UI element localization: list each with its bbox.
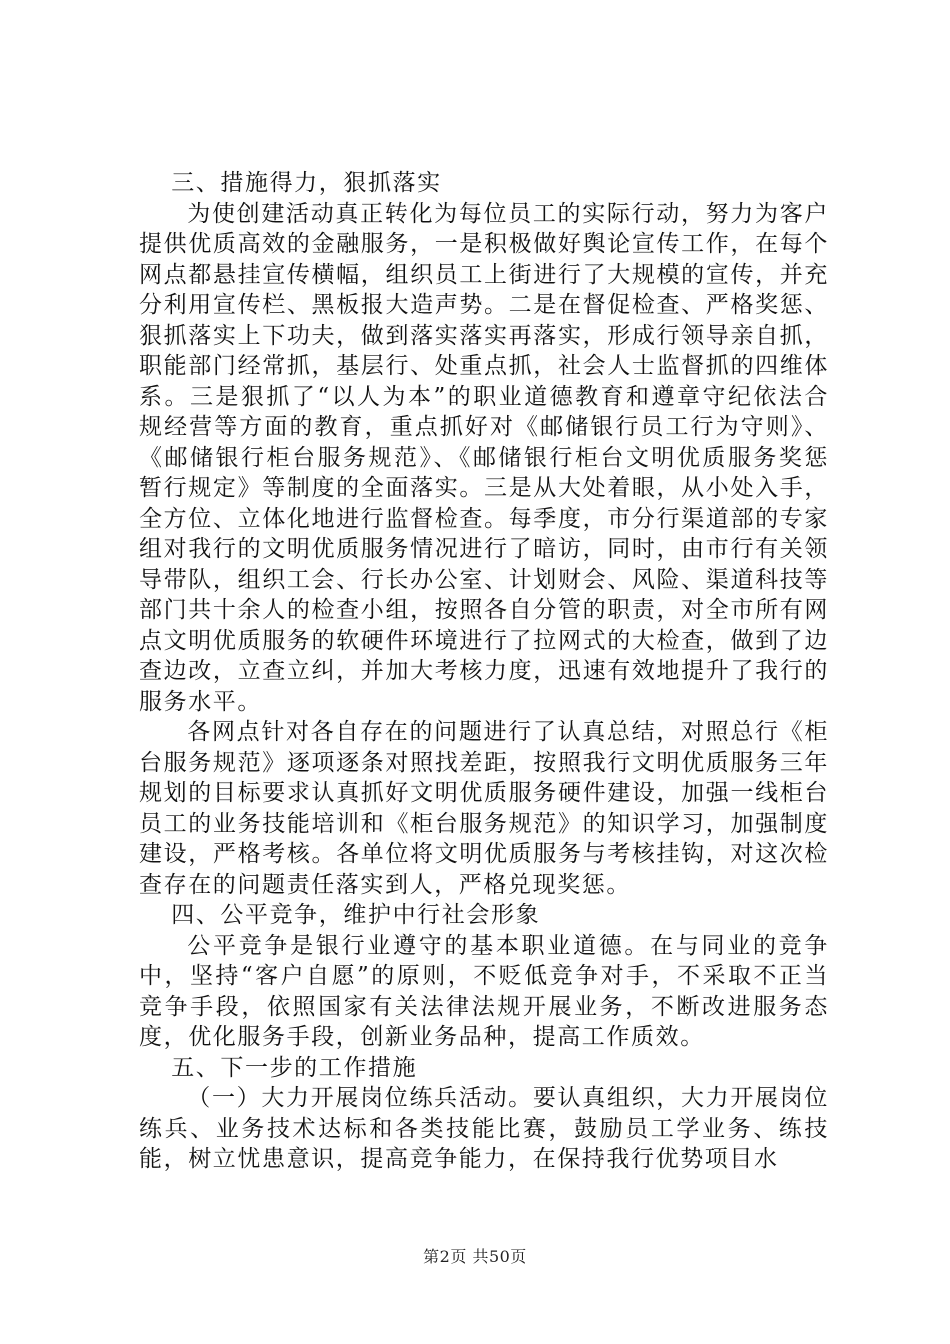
paragraph-measures: 为使创建活动真正转化为每位员工的实际行动，努力为客户提供优质高效的金融服务，一是积极做好舆论宣传工作，在每个网点都悬挂宣传横幅，组织员工上街进行了大规模的宣传，并充分利用宣传栏、黑板报大造声势。二是在督促检查、严格奖惩、狠抓落实上下功夫，做到落实落实再落实，形成行领导亲自抓，职能部门经常抓，基层行、处重点抓，社会人士监督抓的四维体系。三是狠抓了“以人为本”的职业道德教育和遵章守纪依法合规经营等方面的教育，重点抓好对《邮储银行员工行为守则》、《邮储银行柜台服务规范》、《邮储银行柜台文明优质服务奖惩暂行规定》等制度的全面落实。三是从大处着眼，从小处入手，全方位、立体化地进行监督检查。每季度，市分行渠道部的专家组对我行的文明优质服务情况进行了暗访，同时，由市行有关领导带队，组织工会、行长办公室、计划财会、风险、渠道科技等部门共十余人的检查小组，按照各自分管的职责，对全市所有网点文明优质服务的软硬件环境进行了拉网式的大检查，做到了边查边改，立查立纠，并加大考核力度，迅速有效地提升了我行的服务水平。 bbox=[139, 200, 829, 715]
paragraph-next-steps: （一）大力开展岗位练兵活动。要认真组织，大力开展岗位练兵、业务技术达标和各类技能比赛，鼓励员工学业务、练技能，树立忧患意识，提高竞争能力，在保持我行优势项目水 bbox=[139, 1085, 829, 1172]
section-heading-5: 五、下一步的工作措施 bbox=[171, 1054, 418, 1081]
paragraph-branches: 各网点针对各自存在的问题进行了认真总结，对照总行《柜台服务规范》逐项逐条对照找差距，按照我行文明优质服务三年规划的目标要求认真抓好文明优质服务硬件建设，加强一线柜台员工的业务技能培训和《柜台服务规范》的知识学习，加强制度建设，严格考核。各单位将文明优质服务与考核挂钩，对这次检查存在的问题责任落实到人，严格兑现奖惩。 bbox=[139, 719, 829, 898]
paragraph-fair-competition: 公平竞争是银行业遵守的基本职业道德。在与同业的竞争中，坚持“客户自愿”的原则，不贬低竞争对手，不采取不正当竞争手段，依照国家有关法律法规开展业务，不断改进服务态度，优化服务手段，创新业务品种，提高工作质效。 bbox=[139, 932, 829, 1050]
section-heading-3: 三、措施得力，狠抓落实 bbox=[171, 170, 442, 196]
page-number-footer: 第2页 共50页 bbox=[423, 1247, 527, 1266]
section-heading-4: 四、公平竞争，维护中行社会形象 bbox=[171, 902, 541, 928]
document-body bbox=[139, 168, 829, 1175]
